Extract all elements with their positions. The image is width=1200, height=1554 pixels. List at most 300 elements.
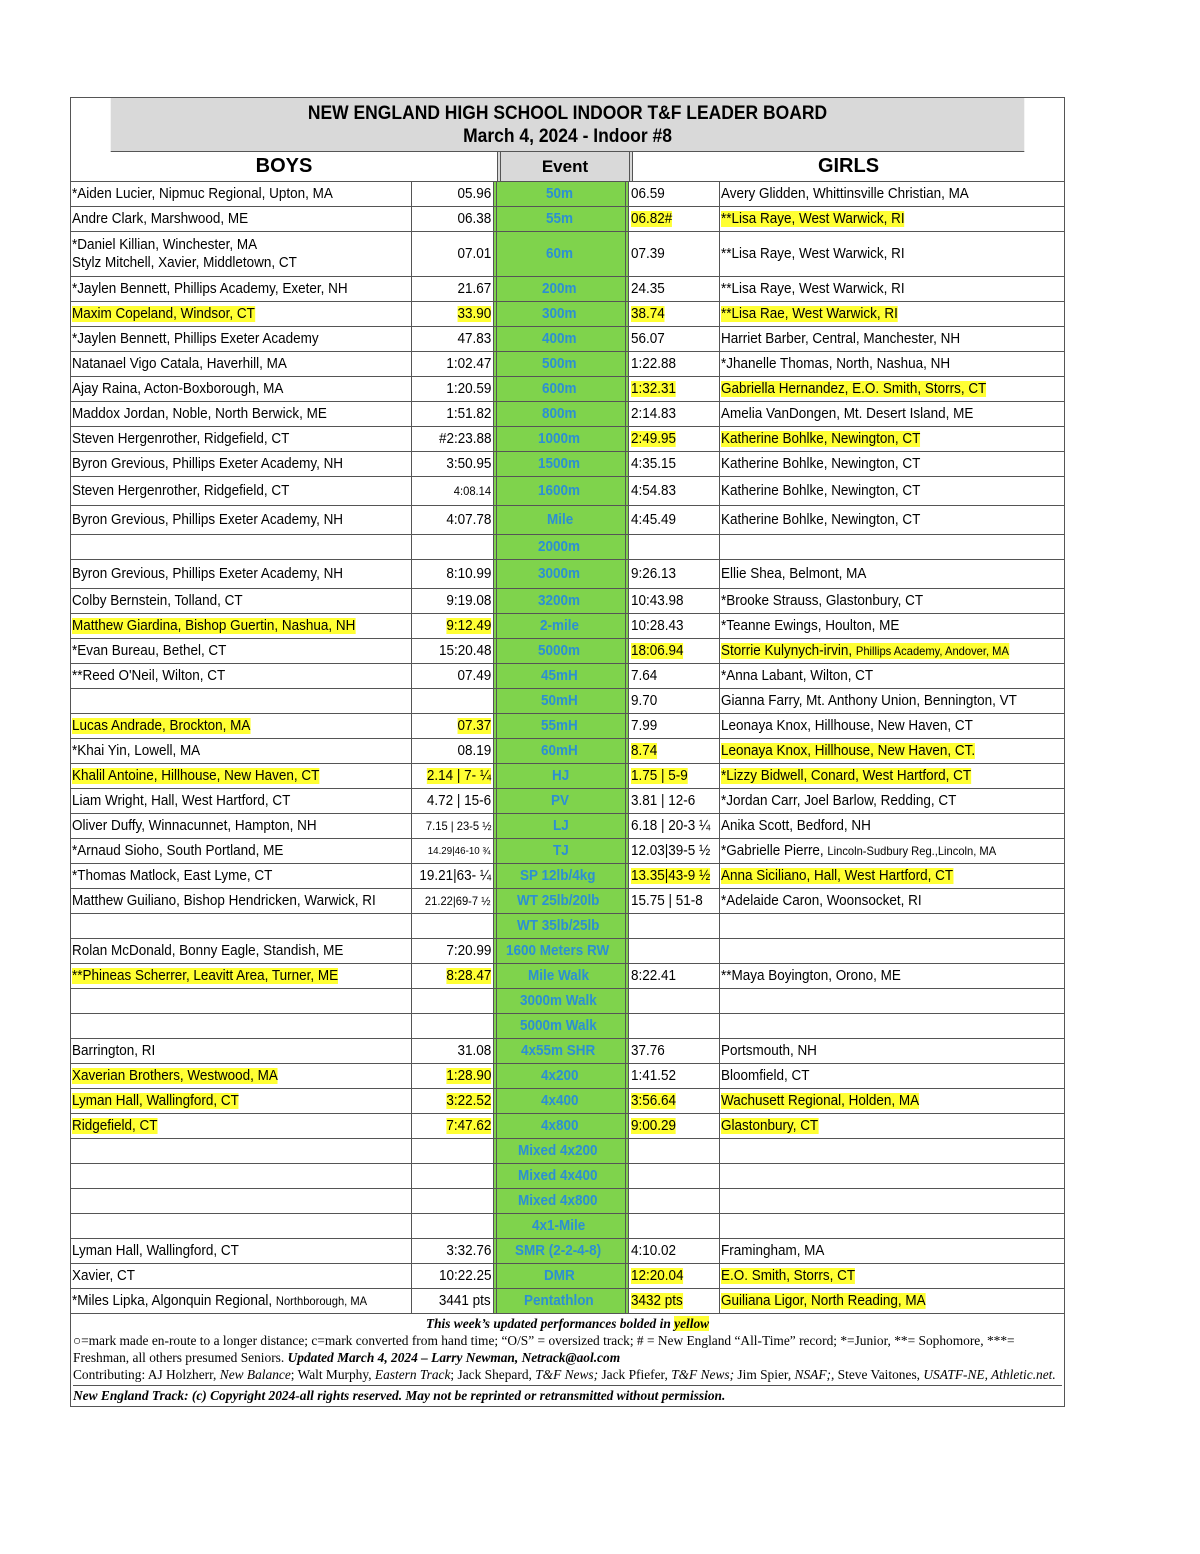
cell-text: 10:43.98 [631,593,684,609]
boy-athlete-cell [71,964,412,988]
girl-athlete-cell [720,739,1064,763]
cell-text: Stylz Mitchell, Xavier, Middletown, CT [72,255,297,271]
boy-athlete-text [72,1093,239,1109]
girl-athlete-cell [720,964,1064,988]
cell-text: #2:23.88 [438,431,491,447]
girl-athlete-text [721,306,898,322]
girl-athlete-name: Katherine Bohlke, Newington, CT [721,431,921,447]
event-cell [493,964,629,988]
cell-text: 1:22.88 [631,356,677,372]
cell-text: 06.59 [631,186,665,202]
girl-mark-cell [629,452,720,476]
boy-athlete-text [72,643,226,659]
boy-athlete-name: Rolan McDonald, Bonny Eagle, Standish, ME [72,943,344,959]
girl-athlete-cell [720,352,1064,376]
boy-athlete-name: **Reed O'Neil, Wilton, CT [72,668,226,684]
girl-athlete-name: Portsmouth, NH [721,1043,817,1059]
boy-athlete-text [72,381,283,397]
girl-athlete-cell [720,889,1064,913]
boy-mark-cell [412,1264,493,1288]
table-row [71,427,1064,452]
boy-athlete-text [72,331,319,347]
boy-mark-cell [412,664,493,688]
event-cell [493,182,629,206]
cell-text: 9:19.08 [445,593,491,609]
girl-mark-cell [629,714,720,738]
girl-athlete-text [721,456,920,472]
girl-athlete-cell [720,1089,1064,1113]
boy-athlete-cell [71,989,412,1013]
event-cell [493,452,629,476]
boy-athlete-text [72,943,343,959]
boy-athlete-cell [71,939,412,963]
cell-text: 2.14 | 7- ¼ [426,768,491,784]
cell-text: 7:47.62 [445,1118,491,1134]
boy-athlete-text [72,868,272,884]
boy-mark-cell [412,452,493,476]
table-row [71,302,1064,327]
cell-text: 1600 Meters RW [505,943,609,959]
boy-athlete-cell [71,764,412,788]
boy-athlete-text [72,668,225,684]
boy-mark-cell [412,889,493,913]
boy-mark-cell [412,839,493,863]
boy-athlete-cell [71,689,412,713]
cell-text: Mixed 4x400 [518,1168,598,1184]
boy-mark-cell [412,277,493,301]
girl-mark-cell [629,232,720,276]
boy-mark-cell [412,614,493,638]
girl-athlete-cell [720,1039,1064,1063]
girl-mark-cell [629,1239,720,1263]
girl-athlete-cell [720,764,1064,788]
event-cell [493,207,629,231]
girl-athlete-text [721,668,873,684]
cell-text: 4:35.15 [631,456,677,472]
cell-text: 3432 pts [631,1293,683,1309]
event-cell [493,714,629,738]
girl-mark-cell [629,739,720,763]
boy-athlete-name: *Khai Yin, Lowell, MA [72,743,201,759]
table-row [71,914,1064,939]
cell-text: 07.37 [457,718,491,734]
cell-text: 15:20.48 [438,643,491,659]
event-cell [493,506,629,534]
girl-athlete-text [721,618,899,634]
cell-text: *Daniel Killian, Winchester, MA [72,237,258,253]
girl-mark-cell [629,614,720,638]
cell-text: 1:28.90 [445,1068,491,1084]
girl-mark-cell [629,1064,720,1088]
boy-athlete-text [72,1043,155,1059]
girl-athlete-cell [720,1189,1064,1213]
girl-athlete-text [721,483,920,499]
event-cell [493,639,629,663]
cell-text: 8:28.47 [445,968,491,984]
girl-athlete-name: Guiliana Ligor, North Reading, MA [721,1293,926,1309]
boy-athlete-text [72,618,355,634]
girl-athlete-cell [720,1239,1064,1263]
event-cell [493,352,629,376]
cell-text: 56.07 [631,331,665,347]
girl-athlete-text [721,186,969,202]
girl-athlete-name: Bloomfield, CT [721,1068,810,1084]
girl-mark-cell [629,327,720,351]
event-cell [493,789,629,813]
table-row [71,352,1064,377]
boy-athlete-text [72,356,287,372]
girl-athlete-name: Katherine Bohlke, Newington, CT [721,512,921,528]
table-row [71,939,1064,964]
girl-athlete-name: *Jordan Carr, Joel Barlow, Redding, CT [721,793,957,809]
boy-athlete-cell [71,1139,412,1163]
cell-text: 4.72 | 15-6 [426,793,491,809]
table-row [71,1289,1064,1314]
girl-mark-cell [629,689,720,713]
cell-text: 33.90 [457,306,491,322]
cell-text: 07.49 [457,668,491,684]
boy-athlete-text [72,406,327,422]
yellow-word: yellow [674,1316,710,1331]
girl-mark-cell [629,506,720,534]
girl-athlete-cell [720,1264,1064,1288]
girl-athlete-cell [720,814,1064,838]
cell-text: 8.74 [631,743,658,759]
girl-athlete-text [721,793,956,809]
girl-athlete-name: Ellie Shea, Belmont, MA [721,566,867,582]
boy-athlete-name: Xavier, CT [72,1268,135,1284]
girl-athlete-text [721,1043,817,1059]
boy-athlete-cell [71,814,412,838]
table-row [71,182,1064,207]
boy-athlete-name: *Miles Lipka, Algonquin Regional, [72,1293,276,1309]
cell-text: 1:51.82 [445,406,491,422]
boy-athlete-name: Byron Grevious, Phillips Exeter Academy, NH [72,512,344,528]
girl-mark-cell [629,1289,720,1313]
boy-athlete-cell [71,664,412,688]
cell-text: 4x1-Mile [532,1218,586,1234]
boy-athlete-cell [71,1089,412,1113]
event-cell [493,327,629,351]
girl-athlete-school: Phillips Academy, Andover, MA [855,644,1009,658]
girl-athlete-name: *Brooke Strauss, Glastonbury, CT [721,593,924,609]
cell-text: 07.39 [631,246,665,262]
boy-mark-cell [412,989,493,1013]
table-row [71,739,1064,764]
title-line-2: March 4, 2024 - Indoor #8 [463,126,672,147]
table-row [71,664,1064,689]
girl-athlete-cell [720,639,1064,663]
boy-mark-cell [412,589,493,613]
boy-athlete-text [72,1243,239,1259]
girl-athlete-cell [720,939,1064,963]
table-row [71,789,1064,814]
event-cell [493,1189,629,1213]
event-cell [493,1114,629,1138]
cell-text: 8:10.99 [445,566,491,582]
boy-athlete-cell [71,1239,412,1263]
girl-athlete-name: Storrie Kulynych-irvin, [721,643,856,659]
cell-text: 9:00.29 [631,1118,677,1134]
boy-mark-cell [412,864,493,888]
boy-athlete-lines [72,236,314,272]
event-cell [493,427,629,451]
boy-athlete-name: Oliver Duffy, Winnacunnet, Hampton, NH [72,818,317,834]
cell-text: 3:22.52 [445,1093,491,1109]
boy-mark-cell [412,1214,493,1238]
boy-athlete-name: Liam Wright, Hall, West Hartford, CT [72,793,291,809]
table-row [71,1189,1064,1214]
girl-athlete-name: Amelia VanDongen, Mt. Desert Island, ME [721,406,974,422]
event-cell [493,739,629,763]
boy-athlete-cell [71,402,412,426]
contributor-org: T&F News; [671,1367,735,1382]
boy-mark-cell [412,939,493,963]
cell-text: 18:06.94 [631,643,684,659]
girl-athlete-cell [720,1064,1064,1088]
girl-mark-cell [629,1014,720,1038]
boy-athlete-cell [71,1264,412,1288]
table-row [71,452,1064,477]
girl-mark-cell [629,182,720,206]
boy-athlete-cell [71,535,412,559]
boy-mark-cell [412,689,493,713]
girl-athlete-text [721,281,905,297]
cell-text: 14.29|46-10 ¾ [428,845,491,857]
cell-text: 3:50.95 [445,456,491,472]
girl-mark-cell [629,639,720,663]
girl-mark-cell [629,1164,720,1188]
girl-athlete-text [721,1093,919,1109]
cell-text: 5000m [538,643,581,659]
table-row [71,714,1064,739]
cell-text: 10:28.43 [631,618,684,634]
event-cell [493,589,629,613]
cell-text: 06.38 [457,211,491,227]
girl-athlete-cell [720,506,1064,534]
girl-athlete-cell [720,789,1064,813]
cell-text: 21.22|69-7 ½ [425,894,491,908]
cell-text: 12:20.04 [631,1268,684,1284]
boy-athlete-name: Matthew Giardina, Bishop Guertin, Nashua, NH [72,618,356,634]
boy-mark-cell [412,1114,493,1138]
girl-athlete-name: Anika Scott, Bedford, NH [721,818,871,834]
leader-board-sheet [70,97,1065,1407]
girl-athlete-text [721,1243,824,1259]
boys-header: BOYS [255,155,313,177]
cell-text: DMR [544,1268,576,1284]
girl-athlete-name: E.O. Smith, Storrs, CT [721,1268,856,1284]
table-row [71,207,1064,232]
table-row [71,506,1064,535]
cell-text: 2000m [538,539,581,555]
table-row [71,964,1064,989]
contributor-org: T&F News; [535,1367,599,1382]
table-row [71,889,1064,914]
girl-athlete-text [721,593,923,609]
girl-athlete-text [721,868,953,884]
girl-athlete-cell [720,535,1064,559]
contributor-org: Eastern Track [374,1367,451,1382]
cell-text: 60mH [541,743,578,759]
event-cell [493,1214,629,1238]
girl-athlete-cell [720,207,1064,231]
event-cell [493,277,629,301]
girl-athlete-cell [720,560,1064,588]
girl-athlete-name: Leonaya Knox, Hillhouse, New Haven, CT. [721,743,976,759]
boy-athlete-cell [71,789,412,813]
boy-mark-cell [412,739,493,763]
boy-athlete-text [72,566,343,582]
boy-athlete-text [72,793,290,809]
boy-athlete-name: Byron Grevious, Phillips Exeter Academy, NH [72,456,344,472]
boy-athlete-name: Steven Hergenrother, Ridgefield, CT [72,483,290,499]
girl-athlete-cell [720,427,1064,451]
girl-athlete-name: *Lizzy Bidwell, Conard, West Hartford, CT [721,768,972,784]
girl-mark-cell [629,789,720,813]
event-cell [493,839,629,863]
cell-text: WT 35lb/25lb [516,918,600,934]
boy-athlete-name: Ajay Raina, Acton-Boxborough, MA [72,381,284,397]
cell-text: 400m [542,331,577,347]
event-cell [493,1014,629,1038]
copyright-note: New England Track: (c) Copyright 2024-all rights reserved. May not be reprinted or retransmitted without permission. [73,1385,1062,1404]
cell-text: 8:22.41 [631,968,677,984]
table-row [71,1039,1064,1064]
girl-athlete-name: **Lisa Raye, West Warwick, RI [721,281,905,297]
cell-text: 24.35 [631,281,665,297]
cell-text: TJ [552,843,569,859]
boy-athlete-cell [71,589,412,613]
table-row [71,232,1064,277]
contributor-org: USATF-NE, Athletic.net. [923,1367,1056,1382]
cell-text: 3200m [538,593,581,609]
boy-athlete-text [72,1118,157,1134]
boy-athlete-text [72,743,200,759]
boy-athlete-cell [71,277,412,301]
girl-athlete-school: Lincoln-Sudbury Reg.,Lincoln, MA [827,844,997,858]
girl-athlete-name: *Teanne Ewings, Houlton, ME [721,618,900,634]
girl-mark-cell [629,352,720,376]
cell-text: PV [551,793,570,809]
cell-text: 10:22.25 [438,1268,491,1284]
boy-athlete-name: Colby Bernstein, Tolland, CT [72,593,243,609]
boy-mark-cell [412,1139,493,1163]
event-cell [493,1089,629,1113]
cell-text: 37.76 [631,1043,665,1059]
event-cell [493,477,629,505]
girl-mark-cell [629,964,720,988]
boy-athlete-cell [71,739,412,763]
boy-mark-cell [412,182,493,206]
cell-text: 55mH [541,718,578,734]
girl-athlete-name: **Maya Boyington, Orono, ME [721,968,901,984]
girl-athlete-text [721,406,973,422]
event-cell [493,764,629,788]
girl-athlete-cell [720,1014,1064,1038]
cell-text: SP 12lb/4kg [520,868,596,884]
contributor-name: Jim Spier, [734,1367,795,1382]
girl-athlete-cell [720,914,1064,938]
cell-text: SMR (2-2-4-8) [514,1243,601,1259]
boy-mark-cell [412,477,493,505]
boy-athlete-cell [71,1039,412,1063]
boy-athlete-cell [71,352,412,376]
girl-mark-cell [629,1039,720,1063]
girl-athlete-text [721,512,920,528]
event-cell [493,377,629,401]
boy-athlete-cell [71,207,412,231]
girl-athlete-cell [720,377,1064,401]
boy-athlete-text [72,1268,135,1284]
girl-athlete-cell [720,664,1064,688]
girl-athlete-text [721,331,960,347]
boy-mark-cell [412,789,493,813]
contributor-org: New Balance [219,1367,291,1382]
cell-text: Mile [546,512,574,528]
boy-mark-cell [412,1014,493,1038]
boy-athlete-cell [71,714,412,738]
girl-athlete-text [721,768,971,784]
girl-athlete-text [721,718,973,734]
boy-athlete-text [72,186,333,202]
boy-athlete-name: *Arnaud Sioho, South Portland, ME [72,843,284,859]
event-cell [493,560,629,588]
cell-text: 2:14.83 [631,406,677,422]
girl-mark-cell [629,560,720,588]
boy-athlete-name: Matthew Guiliano, Bishop Hendricken, Warwick, RI [72,893,376,909]
cell-text: 9:26.13 [631,566,677,582]
cell-text: 4x200 [540,1068,579,1084]
girl-athlete-name: **Lisa Raye, West Warwick, RI [721,211,905,227]
cell-text: 4x55m SHR [521,1043,596,1059]
cell-text: 47.83 [457,331,491,347]
contributor-name: ; Walt Murphy, [290,1367,375,1382]
girl-athlete-text [721,893,922,909]
boy-athlete-cell [71,914,412,938]
boy-athlete-cell [71,327,412,351]
cell-text: 1:20.59 [445,381,491,397]
cell-text: 3.81 | 12-6 [631,793,696,809]
boy-athlete-cell [71,1064,412,1088]
event-cell [493,1039,629,1063]
cell-text: 2:49.95 [631,431,677,447]
table-row [71,1089,1064,1114]
boy-athlete-text [72,968,338,984]
boy-athlete-text [72,818,317,834]
boy-mark-cell [412,1064,493,1088]
girl-athlete-text [721,843,996,859]
cell-text: 12.03|39-5 ½ [631,843,711,859]
boy-athlete-text [72,431,289,447]
table-row [71,1014,1064,1039]
girl-athlete-cell [720,1139,1064,1163]
boy-athlete-name: Ridgefield, CT [72,1118,158,1134]
cell-text: 300m [542,306,577,322]
table-row [71,1264,1064,1289]
cell-text: 800m [542,406,577,422]
boy-athlete-name: *Jaylen Bennett, Phillips Exeter Academy [72,331,319,347]
cell-text: 1000m [538,431,581,447]
boy-athlete-name: Lyman Hall, Wallingford, CT [72,1093,239,1109]
cell-text: 1.75 | 5-9 [631,768,688,784]
cell-text: 1:02.47 [445,356,491,372]
cell-text: Mixed 4x200 [518,1143,598,1159]
boy-athlete-cell [71,302,412,326]
event-cell [493,664,629,688]
girl-mark-cell [629,1189,720,1213]
girl-athlete-text [721,968,901,984]
